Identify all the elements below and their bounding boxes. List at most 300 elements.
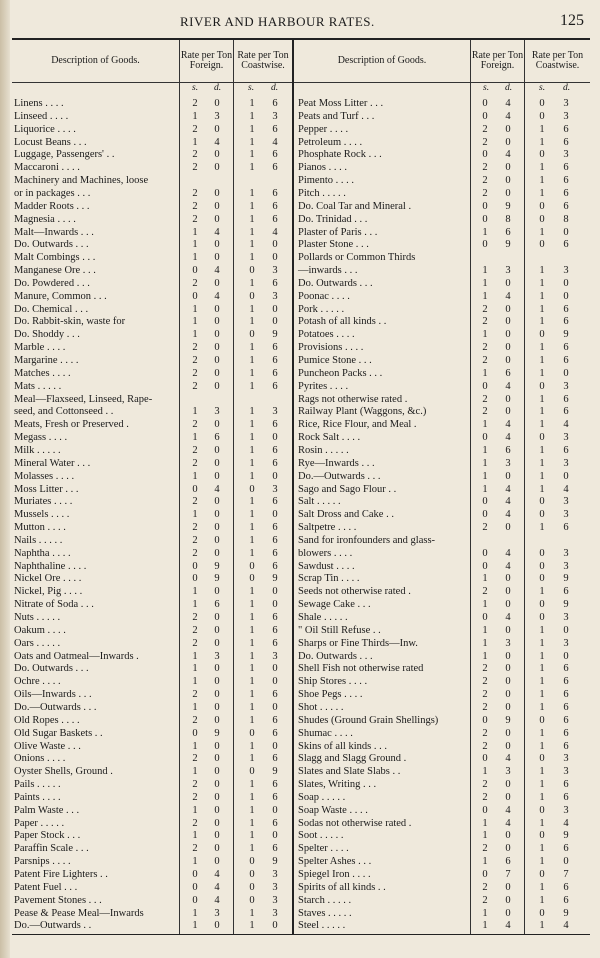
rate-cd: 3 (563, 457, 569, 469)
rate-fs: 2 (482, 676, 488, 688)
goods-description: Naphthaline . . . . (14, 560, 87, 572)
goods-description: Naphtha . . . . (14, 547, 71, 559)
rate-cd: 6 (272, 791, 278, 803)
rate-fs: 1 (192, 766, 198, 778)
rate-fd: 0 (505, 329, 511, 341)
rate-cs: 1 (249, 689, 255, 701)
rate-fs: 2 (192, 355, 198, 366)
goods-description: Do. Outwards . . . (14, 663, 89, 675)
rate-cs: 0 (539, 239, 545, 251)
rate-fs: 0 (192, 560, 198, 572)
rate-cs: 1 (539, 342, 545, 354)
rate-fd: 0 (214, 496, 220, 508)
rate-cs: 1 (249, 496, 255, 508)
header-rate-foreign-left: Rate per Ton Foreign. (180, 40, 233, 83)
rate-fd: 0 (505, 586, 511, 598)
rate-fs: 1 (192, 136, 198, 148)
rate-cd: 6 (563, 727, 569, 739)
rate-cs: 1 (249, 547, 255, 559)
rate-fs: 2 (192, 200, 198, 212)
rate-fd: 0 (214, 187, 220, 199)
goods-description: Nickel Ore . . . . (14, 573, 82, 585)
goods-description: Saltpetre . . . . (298, 522, 357, 534)
rate-cd: 6 (272, 547, 278, 559)
rate-cs: 1 (249, 534, 255, 546)
rate-cs: 1 (249, 444, 255, 456)
rate-cd: 0 (563, 367, 569, 379)
rate-cd: 6 (272, 213, 278, 225)
rate-fd: 4 (505, 149, 511, 161)
goods-description: Maccaroni . . . . (14, 162, 80, 174)
goods-description: " Oil Still Refuse . . (298, 624, 381, 636)
rate-cs: 0 (249, 560, 255, 572)
rate-cd: 0 (272, 830, 278, 842)
rate-fd: 4 (505, 560, 511, 572)
goods-description: Onions . . . . (14, 753, 66, 765)
rate-cs: 0 (539, 329, 545, 341)
rate-fd: 0 (214, 753, 220, 765)
goods-description: Sharps or Fine Thirds—Inw. (298, 637, 418, 649)
goods-description: Paper . . . . . (14, 817, 65, 829)
goods-description: Pollards or Common Thirds (298, 252, 416, 264)
rate-fd: 0 (505, 624, 511, 636)
rate-fs: 0 (482, 804, 488, 816)
rate-fd: 0 (214, 663, 220, 675)
rate-fd: 0 (505, 355, 511, 366)
rate-fd: 0 (214, 355, 220, 366)
goods-description: Magnesia . . . . (14, 213, 76, 225)
rate-fd: 0 (214, 342, 220, 354)
rate-cs: 1 (539, 419, 545, 431)
goods-description: Matches . . . . (14, 367, 71, 379)
goods-description: Shot . . . . . (298, 701, 344, 713)
rate-cs: 1 (249, 907, 255, 919)
rate-cs: 1 (249, 355, 255, 366)
rate-fs: 2 (482, 342, 488, 354)
rate-fd: 6 (505, 856, 511, 868)
goods-description: —inwards . . . (298, 265, 358, 277)
rate-fs: 1 (192, 701, 198, 713)
rate-fd: 4 (505, 496, 511, 508)
goods-description: Peat Moss Litter . . . (298, 98, 384, 109)
goods-description: Rosin . . . . . (298, 444, 349, 456)
rate-cs: 1 (249, 432, 255, 444)
goods-description: Pumice Stone . . . (298, 355, 372, 366)
rate-cs: 1 (249, 714, 255, 726)
goods-description: Mussels . . . . (14, 509, 70, 521)
rate-fs: 2 (192, 149, 198, 161)
rate-fd: 0 (505, 573, 511, 585)
rate-fs: 1 (482, 419, 488, 431)
rate-cs: 0 (539, 907, 545, 919)
rate-fs: 2 (482, 175, 488, 187)
rate-cs: 1 (249, 98, 255, 109)
rate-fd: 7 (505, 869, 511, 880)
subhead-s: s. (539, 83, 546, 93)
rate-cs: 1 (249, 612, 255, 623)
rate-cd: 6 (272, 753, 278, 765)
rate-fs: 1 (192, 830, 198, 842)
rate-fd: 0 (214, 637, 220, 649)
rate-cd: 3 (563, 509, 569, 521)
goods-description: Shudes (Ground Grain Shellings) (298, 714, 439, 726)
subhead-d: d. (563, 83, 571, 93)
rate-fs: 2 (482, 355, 488, 366)
rate-cd: 9 (272, 573, 278, 585)
rate-cs: 1 (539, 303, 545, 315)
rate-cd: 4 (563, 920, 569, 932)
rate-cd: 6 (563, 779, 569, 791)
rate-cs: 1 (539, 444, 545, 456)
rate-fd: 0 (505, 843, 511, 855)
rate-cs: 1 (539, 265, 545, 277)
rate-cd: 0 (272, 920, 278, 932)
rate-fs: 2 (482, 162, 488, 174)
rate-fd: 4 (505, 547, 511, 559)
rate-fd: 0 (505, 136, 511, 148)
rate-fs (478, 535, 492, 548)
rate-fd: 0 (505, 907, 511, 919)
rate-fs: 1 (192, 226, 198, 238)
rate-fd: 9 (505, 714, 511, 726)
subhead-d: d. (505, 83, 513, 93)
rate-fs: 0 (192, 894, 198, 906)
rate-fs: 2 (482, 740, 488, 752)
rate-cd: 6 (563, 316, 569, 328)
rate-fs: 1 (192, 920, 198, 932)
rate-cs: 1 (539, 689, 545, 701)
goods-description: Mutton . . . . (14, 522, 66, 534)
rate-cs: 1 (539, 637, 545, 649)
rate-cs: 1 (539, 920, 545, 932)
rate-fd: 9 (214, 560, 220, 572)
rate-fd: 0 (214, 522, 220, 534)
rate-cs: 1 (249, 316, 255, 328)
rate-fs: 1 (482, 920, 488, 932)
rate-cs: 1 (249, 277, 255, 289)
rate-fd: 0 (214, 329, 220, 341)
rate-fs: 1 (482, 444, 488, 456)
rate-cs: 0 (539, 599, 545, 611)
goods-description: Do. Outwards . . . (298, 277, 373, 289)
rate-fs: 2 (482, 586, 488, 598)
goods-description: Sago and Sago Flour . . (298, 483, 397, 495)
rate-cd: 0 (563, 470, 569, 482)
goods-description: Salt . . . . . (298, 496, 341, 508)
rate-fd: 0 (505, 277, 511, 289)
rate-fd: 0 (505, 522, 511, 534)
rate-cs: 0 (249, 766, 255, 778)
rate-cd: 6 (563, 123, 569, 135)
goods-description: Shell Fish not otherwise rated (298, 663, 424, 675)
rate-cd: 6 (272, 689, 278, 701)
rate-fd: 0 (505, 123, 511, 135)
goods-description: Paints . . . . (14, 791, 61, 803)
rate-cs: 1 (249, 701, 255, 713)
rate-fd: 0 (214, 689, 220, 701)
rate-cd: 6 (563, 676, 569, 688)
header-description-left: Description of Goods. (12, 40, 179, 83)
rate-fd: 0 (214, 624, 220, 636)
rate-cs: 1 (539, 881, 545, 893)
rate-cs: 0 (539, 496, 545, 508)
rate-cs: 1 (539, 406, 545, 418)
goods-description: Pork . . . . . (298, 303, 345, 315)
rate-fs: 2 (192, 637, 198, 649)
rate-cs (535, 535, 549, 548)
rate-fs: 0 (482, 432, 488, 444)
rate-cs: 0 (539, 869, 545, 880)
rate-cs: 0 (539, 98, 545, 109)
rate-fs: 1 (192, 663, 198, 675)
rate-fs: 2 (482, 689, 488, 701)
rate-fs: 2 (192, 612, 198, 623)
rate-cd: 0 (563, 277, 569, 289)
rate-fs: 0 (192, 727, 198, 739)
rate-fs: 2 (482, 522, 488, 534)
rate-fd: 4 (505, 753, 511, 765)
rate-cs: 0 (539, 714, 545, 726)
rate-fs: 1 (192, 650, 198, 662)
rate-cs: 1 (249, 586, 255, 598)
rate-fs: 1 (192, 316, 198, 328)
rate-cd: 3 (563, 753, 569, 765)
rate-fs (188, 175, 202, 188)
rate-fs: 0 (482, 509, 488, 521)
rate-cs: 1 (539, 277, 545, 289)
rate-cd (268, 394, 282, 407)
rate-cd: 6 (563, 714, 569, 726)
rate-cd: 6 (272, 277, 278, 289)
rate-cs: 1 (539, 123, 545, 135)
rate-fs: 1 (482, 817, 488, 829)
rate-cd: 4 (272, 136, 278, 148)
rate-fs: 2 (192, 714, 198, 726)
goods-description: Do. Outwards . . . (298, 650, 373, 662)
rate-fd: 3 (214, 650, 220, 662)
rate-fs: 2 (192, 791, 198, 803)
rate-fs: 2 (192, 534, 198, 546)
rate-cd: 9 (563, 599, 569, 611)
rate-cd: 3 (272, 265, 278, 277)
rate-fd: 3 (505, 766, 511, 778)
rate-cs: 1 (539, 779, 545, 791)
goods-description: Muriates . . . . (14, 496, 73, 508)
rate-cd: 0 (272, 586, 278, 598)
goods-description: Do.—Outwards . . (14, 920, 92, 932)
rate-fd: 4 (505, 920, 511, 932)
goods-description: Rice, Rice Flour, and Meal . (298, 419, 417, 431)
goods-description: Oakum . . . . (14, 624, 66, 636)
rate-fs: 0 (192, 265, 198, 277)
rate-cs: 1 (249, 213, 255, 225)
rate-cs: 0 (539, 753, 545, 765)
goods-description: Do. Shoddy . . . (14, 329, 80, 341)
rate-cs: 1 (539, 457, 545, 469)
rate-fs: 0 (482, 239, 488, 251)
rate-cs: 1 (539, 586, 545, 598)
rate-fs: 0 (482, 496, 488, 508)
rate-fd: 4 (214, 290, 220, 302)
rate-fd: 4 (214, 881, 220, 893)
rate-fs: 0 (482, 714, 488, 726)
rate-fd: 0 (214, 367, 220, 379)
goods-description: Nitrate of Soda . . . (14, 599, 94, 611)
rate-fd: 9 (505, 239, 511, 251)
rate-cd: 0 (563, 650, 569, 662)
rate-fd: 0 (214, 316, 220, 328)
rate-cd: 4 (272, 226, 278, 238)
rate-cs: 1 (539, 483, 545, 495)
rate-fd: 3 (505, 457, 511, 469)
rate-cs: 1 (249, 226, 255, 238)
rate-fd: 0 (214, 547, 220, 559)
rate-fd: 0 (505, 779, 511, 791)
rate-cs: 1 (249, 676, 255, 688)
rate-fd: 0 (505, 894, 511, 906)
rate-fd: 4 (505, 483, 511, 495)
goods-description: Pitch . . . . . (298, 187, 346, 199)
rate-fs: 1 (482, 766, 488, 778)
rate-fd: 0 (505, 881, 511, 893)
rate-cd: 3 (563, 547, 569, 559)
goods-description: Malt—Inwards . . . (14, 226, 94, 238)
rate-cd: 0 (272, 701, 278, 713)
rate-fd: 4 (505, 110, 511, 122)
rate-cd: 3 (272, 110, 278, 122)
subhead-d: d. (271, 83, 279, 93)
rate-cd: 0 (272, 509, 278, 521)
rate-cd: 6 (563, 689, 569, 701)
rate-fs: 1 (192, 252, 198, 264)
rate-fd: 0 (214, 804, 220, 816)
rate-fs: 2 (192, 187, 198, 199)
rate-cs: 1 (539, 290, 545, 302)
rate-fd: 0 (505, 175, 511, 187)
rate-fs: 1 (192, 303, 198, 315)
rate-cs: 1 (539, 162, 545, 174)
rate-cd: 6 (563, 393, 569, 405)
rate-fs: 1 (192, 599, 198, 611)
page-spine (0, 0, 10, 958)
rate-cd: 0 (272, 239, 278, 251)
rate-cd: 6 (563, 663, 569, 675)
rate-fd: 0 (505, 342, 511, 354)
rate-cd: 3 (563, 766, 569, 778)
rate-fd: 0 (505, 650, 511, 662)
rate-cs: 0 (249, 329, 255, 341)
goods-description: Sand for ironfounders and glass- (298, 534, 436, 546)
rate-cd: 3 (272, 907, 278, 919)
goods-description: Luggage, Passengers' . . (14, 149, 115, 161)
rate-cs: 1 (539, 226, 545, 238)
rate-cs: 0 (539, 110, 545, 122)
rate-cd: 6 (563, 175, 569, 187)
rate-cs: 1 (249, 753, 255, 765)
rate-cs: 1 (249, 419, 255, 431)
rate-cd: 9 (563, 907, 569, 919)
rate-cd: 0 (272, 303, 278, 315)
rate-fs: 2 (192, 547, 198, 559)
rate-cd: 0 (272, 663, 278, 675)
rate-cd: 3 (272, 650, 278, 662)
rate-cd: 6 (272, 342, 278, 354)
rate-fs: 0 (482, 869, 488, 880)
goods-description: Do. Trinidad . . . (298, 213, 368, 225)
goods-description: Scrap Tin . . . . (298, 573, 360, 585)
rate-fs: 2 (482, 187, 488, 199)
rate-cd: 6 (563, 881, 569, 893)
rate-cd: 3 (272, 894, 278, 906)
rate-cd: 3 (272, 483, 278, 495)
rate-fs: 2 (482, 894, 488, 906)
rate-cs: 1 (539, 701, 545, 713)
rate-cs: 1 (539, 393, 545, 405)
rate-cs: 0 (539, 804, 545, 816)
rate-cd: 6 (563, 136, 569, 148)
rate-fs: 0 (192, 483, 198, 495)
rate-cd: 3 (563, 149, 569, 161)
rate-cd: 6 (272, 444, 278, 456)
rate-fs: 2 (192, 457, 198, 469)
rate-cs: 1 (249, 136, 255, 148)
rate-fd: 0 (214, 252, 220, 264)
goods-description: Skins of all kinds . . . (298, 740, 387, 752)
goods-description: Phosphate Rock . . . (298, 149, 382, 161)
goods-description: Manganese Ore . . . (14, 265, 96, 277)
rate-cs: 0 (249, 727, 255, 739)
rate-cd: 9 (272, 766, 278, 778)
rate-cs: 1 (249, 843, 255, 855)
rate-cd: 3 (563, 612, 569, 623)
rate-cd: 6 (563, 187, 569, 199)
rate-cd: 0 (272, 740, 278, 752)
goods-description: or in packages . . . (14, 187, 91, 199)
rate-cs: 1 (249, 740, 255, 752)
rate-cd: 9 (563, 830, 569, 842)
rate-cd: 6 (272, 779, 278, 791)
rate-cd: 6 (272, 714, 278, 726)
rate-cd: 6 (563, 843, 569, 855)
goods-description: Pimento . . . . (298, 175, 355, 187)
goods-description: Spelter Ashes . . . (298, 856, 372, 868)
rate-fd: 0 (505, 162, 511, 174)
rate-cs: 1 (539, 727, 545, 739)
rate-cd: 6 (563, 406, 569, 418)
goods-description: Slates, Writing . . . (298, 779, 377, 791)
goods-description: Rock Salt . . . . (298, 432, 361, 444)
rate-fs: 1 (192, 676, 198, 688)
rate-fs: 1 (192, 740, 198, 752)
goods-description: Do.—Outwards . . . (14, 701, 97, 713)
rate-fd: 4 (505, 509, 511, 521)
rate-fd: 0 (505, 406, 511, 418)
rate-cd: 0 (563, 226, 569, 238)
rate-cd: 6 (272, 123, 278, 135)
rate-fd: 9 (505, 200, 511, 212)
rate-cd: 6 (272, 560, 278, 572)
rate-cd: 6 (272, 200, 278, 212)
rate-cs: 1 (539, 187, 545, 199)
rate-fs: 2 (482, 701, 488, 713)
rate-cs: 1 (539, 766, 545, 778)
rate-fs: 2 (192, 624, 198, 636)
goods-description: Do. Coal Tar and Mineral . (298, 200, 412, 212)
goods-description: Oyster Shells, Ground . (14, 766, 113, 778)
rate-fs: 1 (482, 457, 488, 469)
goods-description: Spiegel Iron . . . . (298, 869, 371, 880)
rate-fd: 3 (214, 406, 220, 418)
